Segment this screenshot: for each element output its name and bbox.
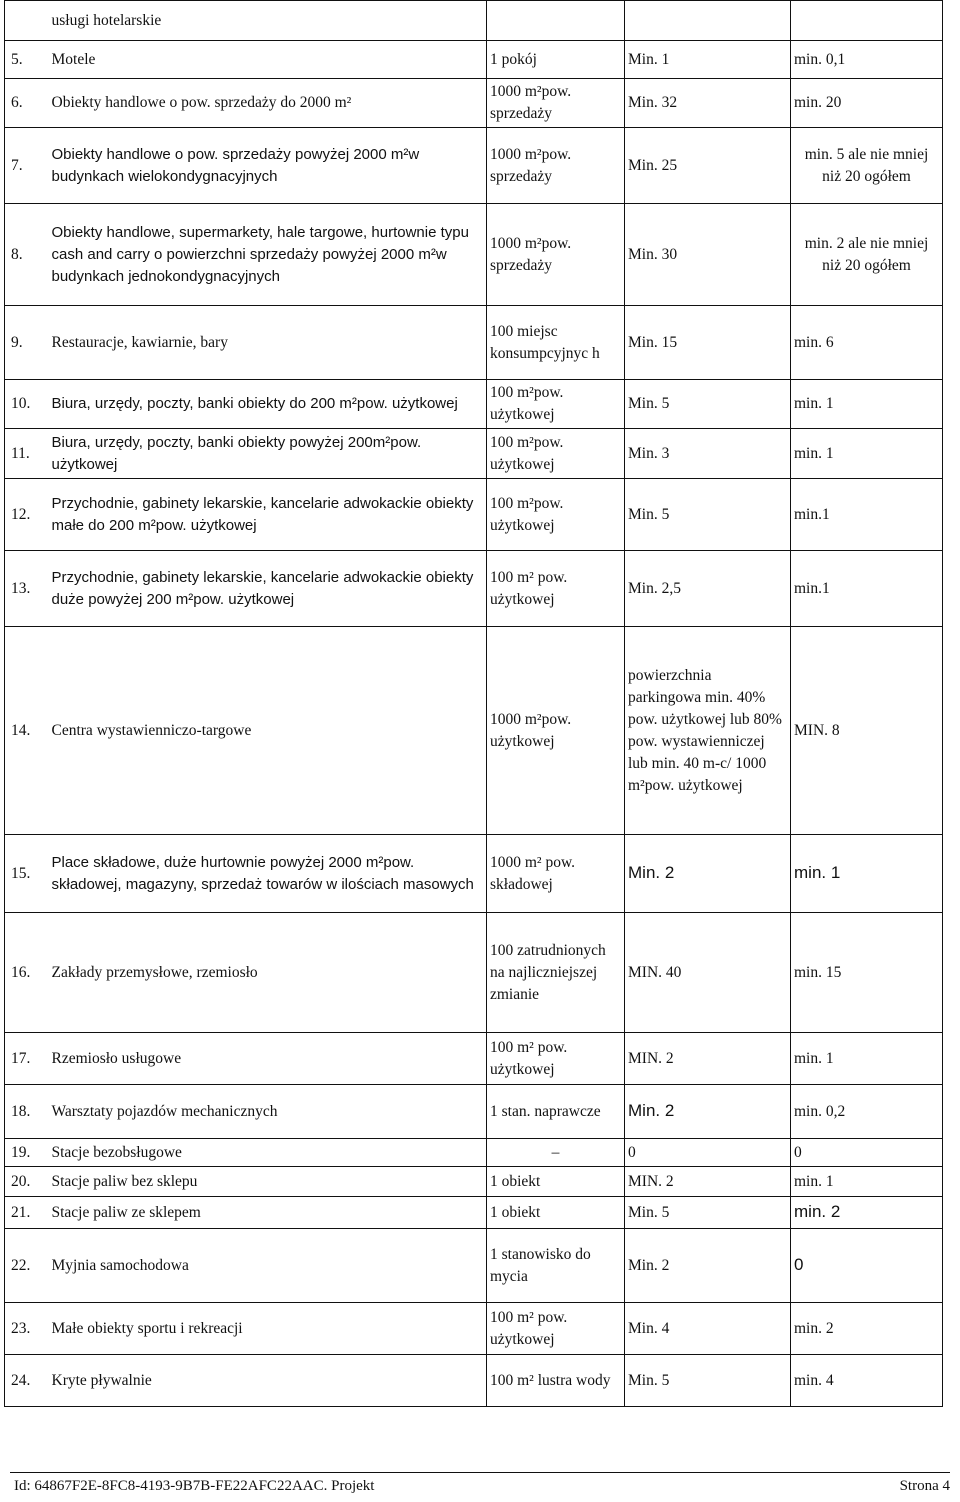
reference-unit: 1000 m²pow. użytkowej (487, 627, 625, 835)
min-disabled-spaces: min. 1 (791, 380, 943, 429)
min-disabled-spaces: min. 5 ale nie mniej niż 20 ogółem (791, 128, 943, 204)
min-disabled-spaces: min.1 (791, 551, 943, 627)
reference-unit: 100 m²pow. użytkowej (487, 429, 625, 479)
table-row (5, 1, 943, 41)
object-type: Obiekty handlowe o pow. sprzedaży do 2000 m² (49, 79, 487, 128)
min-disabled-spaces (791, 1, 943, 41)
table-row (5, 1167, 943, 1197)
table-row (5, 128, 943, 204)
min-disabled-spaces: min. 1 (791, 429, 943, 479)
table-row (5, 1303, 943, 1355)
object-type: Motele (49, 41, 487, 79)
min-spaces: Min. 3 (625, 429, 791, 479)
min-spaces: Min. 5 (625, 479, 791, 551)
table-row (5, 479, 943, 551)
min-spaces (625, 1, 791, 41)
table-row (5, 1085, 943, 1139)
object-type: Restauracje, kawiarnie, bary (49, 306, 487, 380)
min-disabled-spaces: min. 6 (791, 306, 943, 380)
reference-unit: 100 m² pow. użytkowej (487, 1303, 625, 1355)
table-row (5, 551, 943, 627)
row-number: 11. (5, 429, 49, 479)
reference-unit: 1000 m²pow. sprzedaży (487, 79, 625, 128)
min-disabled-spaces: min. 1 (791, 1033, 943, 1085)
min-disabled-spaces: 0 (791, 1139, 943, 1167)
table-row (5, 41, 943, 79)
row-number: 12. (5, 479, 49, 551)
reference-unit: 1000 m²pow. sprzedaży (487, 128, 625, 204)
min-spaces: Min. 25 (625, 128, 791, 204)
table-row (5, 79, 943, 128)
object-type: Centra wystawienniczo-targowe (49, 627, 487, 835)
footer-divider (10, 1472, 950, 1473)
min-disabled-spaces: min. 1 (791, 1167, 943, 1197)
min-disabled-spaces: MIN. 8 (791, 627, 943, 835)
object-type: Warsztaty pojazdów mechanicznych (49, 1085, 487, 1139)
reference-unit: 100 m² pow. użytkowej (487, 1033, 625, 1085)
min-spaces: Min. 32 (625, 79, 791, 128)
object-type: Biura, urzędy, poczty, banki obiekty powyżej 200m²pow. użytkowej (49, 429, 487, 479)
row-number: 22. (5, 1229, 49, 1303)
object-type: Przychodnie, gabinety lekarskie, kancelarie adwokackie obiekty duże powyżej 200 m²pow. użytkowej (49, 551, 487, 627)
object-type: Małe obiekty sportu i rekreacji (49, 1303, 487, 1355)
reference-unit: 100 m² pow. użytkowej (487, 551, 625, 627)
min-spaces: Min. 5 (625, 1197, 791, 1229)
min-disabled-spaces: min. 0,2 (791, 1085, 943, 1139)
object-type: Biura, urzędy, poczty, banki obiekty do 200 m²pow. użytkowej (49, 380, 487, 429)
parking-norms-table (4, 0, 943, 1407)
row-number: 10. (5, 380, 49, 429)
reference-unit: 1 obiekt (487, 1197, 625, 1229)
min-disabled-spaces: min.1 (791, 479, 943, 551)
object-type: Obiekty handlowe o pow. sprzedaży powyżej 2000 m²w budynkach wielokondygnacyjnych (49, 128, 487, 204)
row-number: 8. (5, 204, 49, 306)
row-number: 15. (5, 835, 49, 913)
reference-unit: 1 pokój (487, 41, 625, 79)
table-row (5, 429, 943, 479)
object-type: Stacje paliw ze sklepem (49, 1197, 487, 1229)
min-spaces: powierzchnia parkingowa min. 40% pow. użytkowej lub 80% pow. wystawienniczej lub min. 40 m-c/ 1000 m²pow. użytkowej (625, 627, 791, 835)
min-spaces: 0 (625, 1139, 791, 1167)
reference-unit: 100 miejsc konsumpcyjnyc h (487, 306, 625, 380)
object-type: Kryte pływalnie (49, 1355, 487, 1407)
page-number: Strona 4 (899, 1478, 950, 1494)
min-disabled-spaces: min. 15 (791, 913, 943, 1033)
min-spaces: Min. 2 (625, 1229, 791, 1303)
row-number: 16. (5, 913, 49, 1033)
table-row (5, 1139, 943, 1167)
row-number: 7. (5, 128, 49, 204)
object-type: Przychodnie, gabinety lekarskie, kancelarie adwokackie obiekty małe do 200 m²pow. użytkowej (49, 479, 487, 551)
min-disabled-spaces: min. 0,1 (791, 41, 943, 79)
min-spaces: MIN. 2 (625, 1167, 791, 1197)
object-type: Rzemiosło usługowe (49, 1033, 487, 1085)
object-type: Zakłady przemysłowe, rzemiosło (49, 913, 487, 1033)
object-type: Stacje bezobsługowe (49, 1139, 487, 1167)
table-row (5, 627, 943, 835)
table-row (5, 1197, 943, 1229)
reference-unit: 1000 m² pow. składowej (487, 835, 625, 913)
min-disabled-spaces: min. 2 (791, 1303, 943, 1355)
min-spaces: Min. 2 (625, 835, 791, 913)
row-number: 6. (5, 79, 49, 128)
row-number: 5. (5, 41, 49, 79)
row-number: 13. (5, 551, 49, 627)
table-row (5, 1229, 943, 1303)
min-disabled-spaces: min. 1 (791, 835, 943, 913)
min-disabled-spaces: 0 (791, 1229, 943, 1303)
min-spaces: MIN. 2 (625, 1033, 791, 1085)
row-number: 21. (5, 1197, 49, 1229)
reference-unit: – (487, 1139, 625, 1167)
table-row (5, 1355, 943, 1407)
table-row (5, 204, 943, 306)
object-type: Obiekty handlowe, supermarkety, hale targowe, hurtownie typu cash and carry o powierzchni sprzedaży powyżej 2000 m²w budynkach jednokondygnacyjnych (49, 204, 487, 306)
row-number: 19. (5, 1139, 49, 1167)
object-type: Myjnia samochodowa (49, 1229, 487, 1303)
min-disabled-spaces: min. 4 (791, 1355, 943, 1407)
row-number: 18. (5, 1085, 49, 1139)
min-spaces: Min. 30 (625, 204, 791, 306)
reference-unit: 100 m²pow. użytkowej (487, 380, 625, 429)
row-number: 24. (5, 1355, 49, 1407)
row-number: 17. (5, 1033, 49, 1085)
min-disabled-spaces: min. 2 ale nie mniej niż 20 ogółem (791, 204, 943, 306)
reference-unit: 1 stanowisko do mycia (487, 1229, 625, 1303)
table-row (5, 913, 943, 1033)
min-spaces: Min. 5 (625, 1355, 791, 1407)
min-disabled-spaces: min. 20 (791, 79, 943, 128)
min-spaces: Min. 1 (625, 41, 791, 79)
reference-unit: 100 zatrudnionych na najliczniejszej zmianie (487, 913, 625, 1033)
row-number: 20. (5, 1167, 49, 1197)
min-spaces: Min. 2 (625, 1085, 791, 1139)
row-number (5, 1, 49, 41)
min-spaces: Min. 2,5 (625, 551, 791, 627)
reference-unit: 1 stan. naprawcze (487, 1085, 625, 1139)
min-disabled-spaces: min. 2 (791, 1197, 943, 1229)
table-row (5, 835, 943, 913)
row-number: 23. (5, 1303, 49, 1355)
table-row (5, 380, 943, 429)
min-spaces: Min. 5 (625, 380, 791, 429)
min-spaces: Min. 4 (625, 1303, 791, 1355)
row-number: 9. (5, 306, 49, 380)
object-type: Place składowe, duże hurtownie powyżej 2000 m²pow. składowej, magazyny, sprzedaż towarów w ilościach masowych (49, 835, 487, 913)
min-spaces: MIN. 40 (625, 913, 791, 1033)
reference-unit: 1 obiekt (487, 1167, 625, 1197)
object-type: Stacje paliw bez sklepu (49, 1167, 487, 1197)
table-row (5, 1033, 943, 1085)
min-spaces: Min. 15 (625, 306, 791, 380)
table-row (5, 306, 943, 380)
object-type: usługi hotelarskie (49, 1, 487, 41)
row-number: 14. (5, 627, 49, 835)
reference-unit: 100 m² lustra wody (487, 1355, 625, 1407)
document-id: Id: 64867F2E-8FC8-4193-9B7B-FE22AFC22AAC. Projekt (14, 1478, 375, 1494)
reference-unit: 100 m²pow. użytkowej (487, 479, 625, 551)
reference-unit (487, 1, 625, 41)
reference-unit: 1000 m²pow. sprzedaży (487, 204, 625, 306)
